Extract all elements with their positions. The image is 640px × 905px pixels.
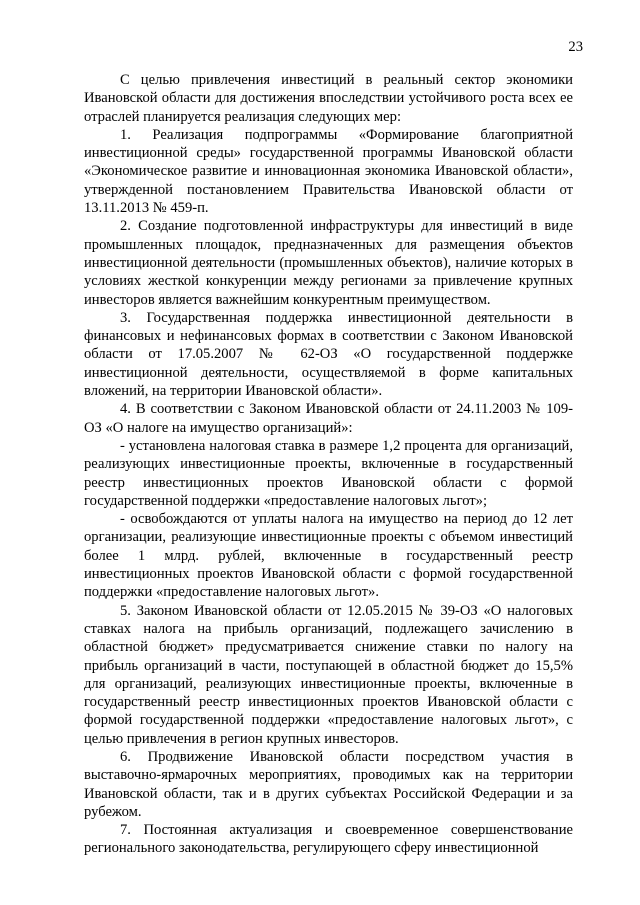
page-number: 23 (568, 39, 583, 55)
paragraph-measure-5: 5. Законом Ивановской области от 12.05.2015 № 39-ОЗ «О налоговых ставках налога на прибыль организаций, подлежащего зачислению в областной бюджет» предусматривается снижение ставки по налогу на прибыль организаций в части, поступающей в областной бюджет до 15,5% для организаций, реализующих инвестиционные проекты, включенные в государственный реестр инвестиционных проектов Ивановской области с формой государственной поддержки «предоставление налоговых льгот», с целью привлечения в регион крупных инвесторов. (84, 602, 573, 747)
paragraph-measure-4-item-1: - установлена налоговая ставка в размере 1,2 процента для организаций, реализующих инвестиционные проекты, включенные в государственный реестр инвестиционных проектов Ивановской области с формой государственной поддержки «предоставление налоговых льгот»; (84, 437, 573, 509)
paragraph-measure-1: 1. Реализация подпрограммы «Формирование благоприятной инвестиционной среды» государственной программы Ивановской области «Экономическое развитие и инновационная экономика Ивановской области», утвержденной постановлением Правительства Ивановской области от 13.11.2013 № 459-п. (84, 126, 573, 217)
paragraph-measure-4-item-2: - освобождаются от уплаты налога на имущество на период до 12 лет организации, реализующие инвестиционные проекты с объемом инвестиций более 1 млрд. рублей, включенные в государственный реестр инвестиционных проектов Ивановской области с формой государственной поддержки «предоставление налоговых льгот». (84, 511, 573, 601)
paragraph-intro: С целью привлечения инвестиций в реальный сектор экономики Ивановской области для достижения впоследствии устойчивого роста всех ее отраслей планируется реализация следующих мер: (84, 72, 573, 125)
paragraph-measure-4: 4. В соответствии с Законом Ивановской области от 24.11.2003 № 109-ОЗ «О налоге на имущество организаций»: (84, 401, 573, 436)
document-body (84, 71, 573, 858)
paragraph-measure-3: 3. Государственная поддержка инвестиционной деятельности в финансовых и нефинансовых формах в соответствии с Законом Ивановской области от 17.05.2007 № 62-ОЗ «О государственной поддержке инвестиционной деятельности, осуществляемой в форме капитальных вложений, на территории Ивановской области». (84, 309, 573, 400)
paragraph-measure-6: 6. Продвижение Ивановской области посредством участия в выставочно-ярмарочных мероприятиях, проводимых как на территории Ивановской области, так и в других субъектах Российской Федерации и за рубежом. (84, 748, 573, 820)
paragraph-measure-7: 7. Постоянная актуализация и своевременное совершенствование регионального законодательства, регулирующего сферу инвестиционной (84, 822, 573, 857)
paragraph-measure-2: 2. Создание подготовленной инфраструктуры для инвестиций в виде промышленных площадок, предназначенных для размещения объектов инвестиционной деятельности (промышленных объектов), наличие которых в условиях жесткой конкуренции между регионами за привлечение крупных инвесторов является важнейшим конкурентным преимуществом. (84, 218, 573, 308)
